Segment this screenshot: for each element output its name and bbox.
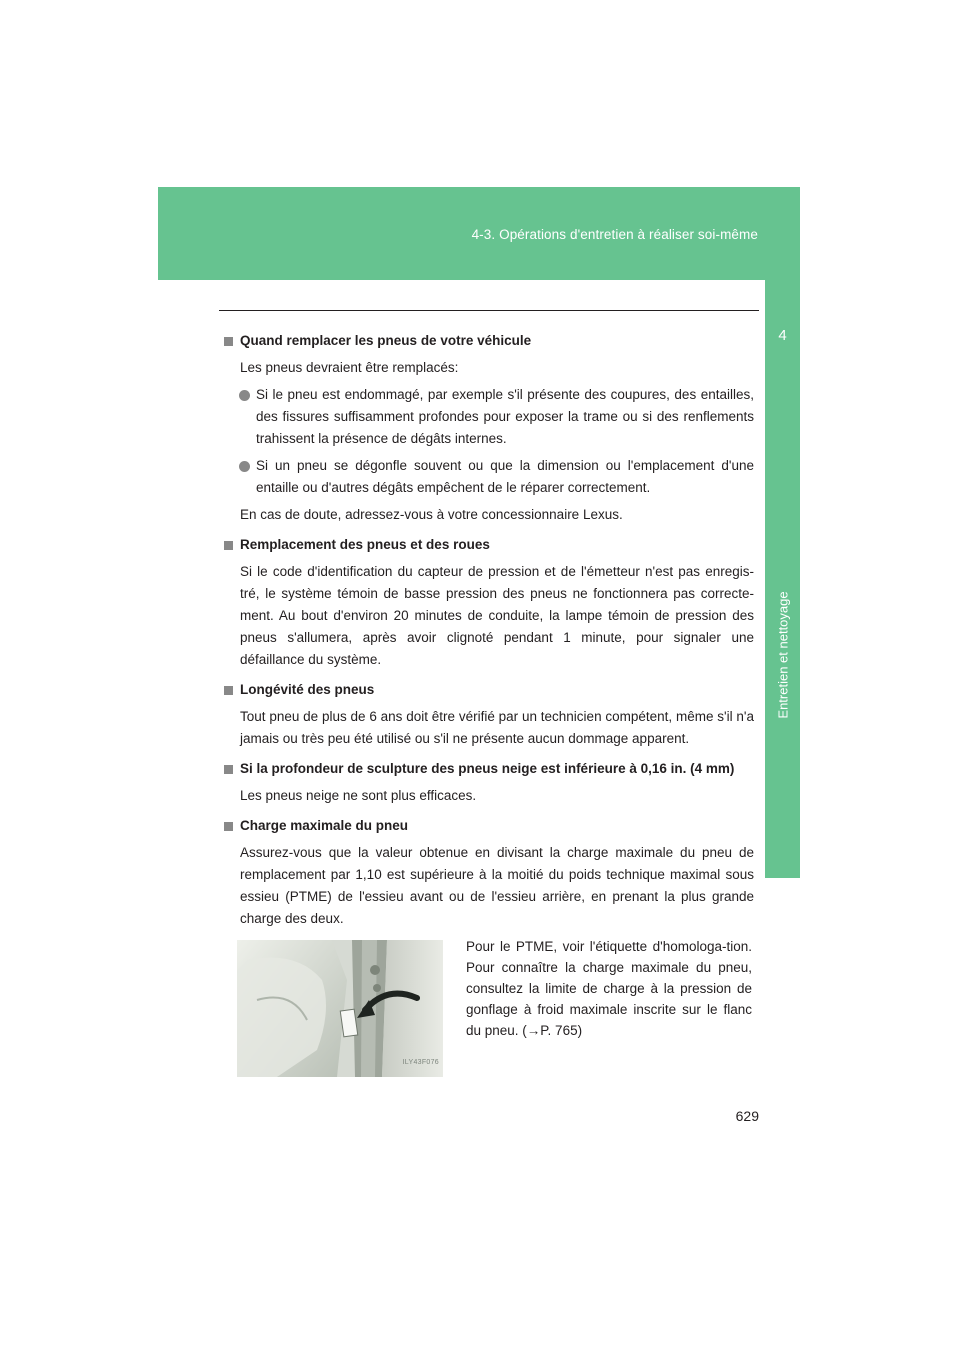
section-title: Quand remplacer les pneus de votre véhicule — [222, 330, 754, 352]
section-tire-wheel-replacement — [222, 534, 754, 671]
page-number: 629 — [735, 1108, 759, 1124]
section-text: Si le code d'identification du capteur de pression et de l'émetteur n'est pas enregis-tré, le système témoin de basse pression des pneus ne fonctionnera pas correcte-ment. Au bout d'environ 20 minutes de conduite, la lampe témoin de pression des pneus s'allumera, après avoir clignoté pendant 1 minute, pour signaler une défaillance du système. — [240, 564, 754, 667]
chapter-side-tab — [765, 280, 800, 878]
door-pillar-label-photo — [237, 940, 443, 1077]
section-snow-tire-depth — [222, 758, 754, 807]
main-content — [222, 330, 754, 1080]
section-divider — [219, 310, 759, 311]
bullet-icon — [239, 461, 250, 472]
bullet-icon — [239, 390, 250, 401]
section-intro: Les pneus devraient être remplacés: — [240, 360, 459, 375]
chapter-title: 4-3. Opérations d'entretien à réaliser soi-même — [471, 227, 758, 242]
section-title: Remplacement des pneus et des roues — [222, 534, 754, 556]
section-text: Assurez-vous que la valeur obtenue en divisant la charge maximale du pneu de remplacement par 1,10 est supérieure à la moitié du poids technique maximal sous essieu (PTME) de l'essieu avant ou de l'essieu arrière, en prenant la plus grande charge des deux. — [240, 845, 754, 926]
section-title: Si la profondeur de sculpture des pneus neige est inférieure à 0,16 in. (4 mm) — [222, 758, 754, 780]
section-title: Longévité des pneus — [222, 679, 754, 701]
section-outro: En cas de doute, adressez-vous à votre concessionnaire Lexus. — [240, 507, 623, 522]
chapter-label: Entretien et nettoyage — [775, 591, 790, 719]
section-text: Les pneus neige ne sont plus efficaces. — [240, 788, 477, 803]
figure-code: ILY43F076 — [402, 1059, 439, 1066]
section-max-tire-load — [222, 815, 754, 930]
list-item-text: Si le pneu est endommagé, par exemple s'il présente des coupures, des entailles, des fissures suffisamment profondes pour exposer la trame ou si des renflements trahissent la présence de dégâts internes. — [256, 387, 754, 446]
list-item — [256, 384, 754, 450]
chapter-header-band — [158, 187, 800, 280]
list-item-text: Si un pneu se dégonfle souvent ou que la dimension ou l'emplacement d'une entaille ou d'autres dégâts empêchent de le réparer correctement. — [256, 458, 754, 495]
figure-caption: Pour le PTME, voir l'étiquette d'homologa-tion. Pour connaître la charge maximale du pneu, consultez la limite de charge à la pression de gonflage à froid maximale inscrite sur le flanc du pneu. (→P. 765) — [466, 939, 752, 1038]
section-tire-replacement-timing — [222, 330, 754, 526]
section-text: Tout pneu de plus de 6 ans doit être vérifié par un technicien compétent, même s'il n'a jamais ou très peu été utilisé ou s'il ne présente aucun dommage apparent. — [240, 709, 754, 746]
list-item — [256, 455, 754, 499]
figure-row — [222, 940, 754, 1080]
section-tire-longevity — [222, 679, 754, 750]
chapter-number: 4 — [778, 327, 787, 344]
section-title: Charge maximale du pneu — [222, 815, 754, 837]
